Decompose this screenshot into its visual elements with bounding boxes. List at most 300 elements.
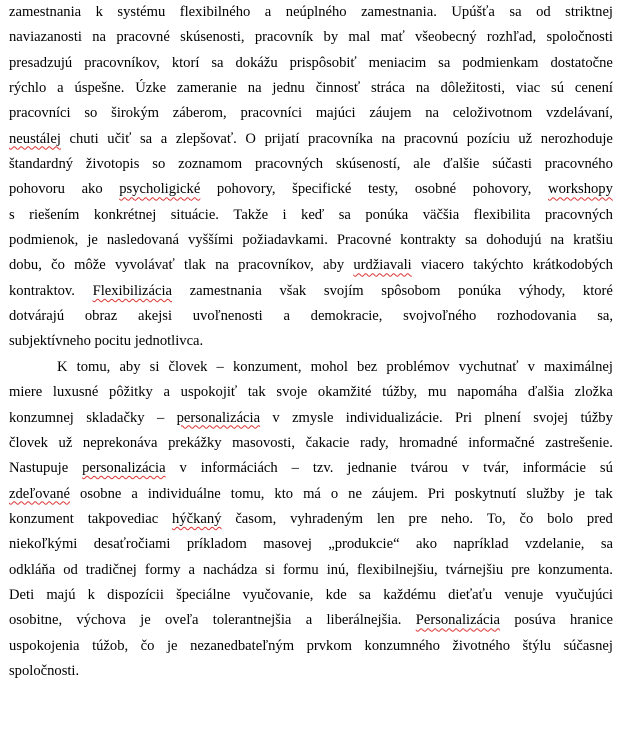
word: od xyxy=(63,561,78,578)
word: k xyxy=(95,4,103,20)
word: tomu, xyxy=(230,485,265,502)
word: Deti xyxy=(9,586,35,603)
word: každému xyxy=(383,586,436,603)
word: hranice xyxy=(569,612,613,629)
word: miere xyxy=(9,384,43,401)
word: činnosť xyxy=(315,80,361,97)
word: od xyxy=(536,4,551,20)
word: naviazanosti xyxy=(9,29,82,46)
word: súčasti xyxy=(492,156,532,173)
word: celoživotnom xyxy=(452,105,533,122)
word: pracovníkov, xyxy=(238,257,314,274)
word: prijatí xyxy=(264,130,300,147)
word: sa xyxy=(600,536,613,553)
word: dokážu xyxy=(235,54,278,71)
word: životného xyxy=(452,637,510,654)
word: – xyxy=(156,409,165,426)
word: Úzke xyxy=(135,80,167,97)
word: už xyxy=(518,130,533,147)
word: a xyxy=(283,308,290,325)
word: plnení xyxy=(484,409,521,426)
word: však xyxy=(279,282,307,299)
word: čo xyxy=(519,510,534,527)
text-line xyxy=(9,51,613,76)
text-line xyxy=(9,0,613,25)
word: zastrešenie. xyxy=(545,434,613,451)
word: neúplného xyxy=(285,4,347,20)
word: ktoré xyxy=(582,282,613,299)
word: pracovník xyxy=(254,29,314,46)
word: k xyxy=(87,586,95,603)
word: uvoľnenosti xyxy=(192,308,263,325)
word: spoločnosti. xyxy=(9,662,80,679)
word: problémov xyxy=(386,358,450,375)
word: je xyxy=(166,637,178,654)
word: hromadné xyxy=(399,434,458,451)
word: informácie xyxy=(522,460,586,477)
word: je xyxy=(87,232,98,249)
word: konzumnej xyxy=(9,409,74,426)
word: masovosti, xyxy=(232,434,296,451)
word: mohol xyxy=(310,358,348,375)
word: cenení xyxy=(574,80,613,97)
word: skúseností, xyxy=(335,156,401,173)
word: presadzujú xyxy=(9,54,73,71)
word: demokracie, xyxy=(310,308,383,325)
text-line xyxy=(9,152,613,177)
word: niekoľkými xyxy=(9,536,78,553)
word: tlak xyxy=(183,257,206,274)
text-line xyxy=(9,279,613,304)
word: meniacim xyxy=(368,54,427,71)
word: podmienok, xyxy=(9,232,79,249)
text-line xyxy=(9,177,613,202)
word: tvárou xyxy=(410,460,448,477)
word: človek xyxy=(9,434,48,451)
word: v xyxy=(179,460,187,477)
word: – xyxy=(216,358,224,375)
word: bez xyxy=(357,358,378,375)
word: spôsobom xyxy=(381,282,441,299)
word: je xyxy=(574,485,585,502)
word: Upúšťa xyxy=(451,4,495,20)
document-page xyxy=(9,0,613,684)
word: Pracovné xyxy=(336,232,392,249)
word: Takže xyxy=(233,206,269,223)
word: príkladom xyxy=(186,536,247,553)
word: sa xyxy=(139,130,153,147)
text-line xyxy=(9,583,613,608)
word: sa xyxy=(338,206,351,223)
word: svojvoľného xyxy=(403,308,477,325)
paragraph-1 xyxy=(9,0,613,355)
word: pohovory, xyxy=(216,181,276,198)
word: maximálnej xyxy=(544,358,613,375)
text-line xyxy=(9,101,613,126)
word: pohovoru xyxy=(9,181,65,198)
word: a xyxy=(160,130,168,147)
word: ale xyxy=(413,156,431,173)
word: osobitne, xyxy=(9,612,63,629)
word: rozhľad, xyxy=(486,29,537,46)
word: nerozhoduje xyxy=(540,130,613,147)
word: túžby, xyxy=(382,384,418,401)
word: pracovníci xyxy=(240,105,303,122)
word: Pri xyxy=(427,485,445,502)
word: tzv. xyxy=(312,460,334,477)
word: takýchto xyxy=(473,257,524,274)
word: rozhodovania xyxy=(497,308,577,325)
word: flexibilného xyxy=(179,4,251,20)
word: životopis xyxy=(85,156,140,173)
text-line xyxy=(9,25,613,50)
word: dieťaťu xyxy=(448,586,493,603)
word: rýchlo xyxy=(9,80,47,97)
word: poskytnutí xyxy=(454,485,517,502)
word: vyučovanie, xyxy=(242,586,314,603)
word: neustálej xyxy=(9,130,61,147)
word: na xyxy=(381,130,396,147)
word: dôležitosti, xyxy=(440,80,505,97)
word: kontrakty xyxy=(400,232,457,249)
word: vyhradeným xyxy=(290,510,364,527)
word: tvár, xyxy=(483,460,509,477)
word: pohovory, xyxy=(472,181,532,198)
word: i xyxy=(282,206,287,223)
word: urdžiavali xyxy=(353,257,412,274)
paragraph-2 xyxy=(9,355,613,684)
word: formu xyxy=(283,561,319,578)
word: liberálnejšia. xyxy=(326,612,402,629)
word: zamestnania xyxy=(9,4,82,20)
word: záujem. xyxy=(371,485,418,502)
word: dotvárajú xyxy=(9,308,65,325)
text-line xyxy=(9,507,613,532)
word: hýčkaný xyxy=(172,510,222,527)
word: psycholigické xyxy=(119,181,201,198)
word: sa xyxy=(509,4,522,20)
word: vyššími xyxy=(187,232,234,249)
word: okamžité xyxy=(317,384,372,401)
word: takpovediac xyxy=(87,510,159,527)
word: pracovných xyxy=(544,206,613,223)
word: „produkcie“ xyxy=(328,536,400,553)
text-line xyxy=(9,127,613,152)
word: riešením xyxy=(29,206,80,223)
word: pocitu xyxy=(94,333,132,350)
word: pre xyxy=(408,510,428,527)
word: pozíciu xyxy=(466,130,510,147)
text-line xyxy=(9,482,613,507)
word: dispozícii xyxy=(107,586,164,603)
word: si xyxy=(265,561,276,578)
word: informačné xyxy=(468,434,535,451)
word: špecifické xyxy=(292,181,352,198)
word: stráca xyxy=(370,80,405,97)
word: na xyxy=(415,80,430,97)
word: mať xyxy=(380,29,405,46)
word: sú xyxy=(551,80,565,97)
word: vyvolávať xyxy=(114,257,175,274)
word: požiadavkami. xyxy=(242,232,328,249)
text-line xyxy=(9,558,613,583)
word: oveľa xyxy=(165,612,199,629)
word: spoločnosti xyxy=(546,29,613,46)
word: učiť xyxy=(107,130,132,147)
word: obraz xyxy=(84,308,118,325)
word: dostatočne xyxy=(550,54,613,71)
word: zlepšovať. xyxy=(175,130,237,147)
word: posúva xyxy=(514,612,556,629)
word: prekážky xyxy=(168,434,222,451)
word: pracovnú xyxy=(403,130,459,147)
word: sa, xyxy=(597,308,613,325)
word: nezanedbateľným xyxy=(190,637,295,654)
word: záberom, xyxy=(172,105,227,122)
word: človek xyxy=(168,358,208,375)
word: workshopy xyxy=(548,181,613,198)
text-line xyxy=(9,203,613,228)
word: v xyxy=(461,460,470,477)
word: luxusné xyxy=(52,384,99,401)
word: tvárnejšiu xyxy=(445,561,504,578)
word: čakacie xyxy=(305,434,350,451)
word: skladačky xyxy=(86,409,145,426)
word: krátkodobých xyxy=(532,257,613,274)
word: vzdelávaní, xyxy=(546,105,613,122)
word: pracovné xyxy=(116,29,170,46)
word: svoje xyxy=(276,384,308,401)
word: Flexibilizácia xyxy=(92,282,173,299)
word: pôžitky xyxy=(109,384,153,401)
word: čo xyxy=(51,257,65,274)
word: má xyxy=(303,485,321,502)
word: dohodujú xyxy=(486,232,542,249)
word: a xyxy=(131,485,138,502)
word: služby xyxy=(526,485,565,502)
word: ďalšie xyxy=(443,156,480,173)
word: širokým xyxy=(111,105,159,122)
word: venuje xyxy=(504,586,544,603)
word: a xyxy=(305,612,313,629)
word: O xyxy=(245,130,256,147)
word: akejsi xyxy=(137,308,173,325)
word: výhody, xyxy=(518,282,566,299)
word: tomu, xyxy=(76,358,111,375)
text-line xyxy=(9,634,613,659)
word: Personalizácia xyxy=(415,612,501,629)
word: systému xyxy=(117,4,166,20)
word: konkrétnej xyxy=(93,206,157,223)
word: časom, xyxy=(235,510,277,527)
word: rady, xyxy=(359,434,389,451)
word: personalizácia xyxy=(176,409,261,426)
word: masovej xyxy=(263,536,312,553)
word: so xyxy=(152,156,166,173)
text-line xyxy=(9,659,613,684)
word: striktnej xyxy=(565,4,613,20)
word: chuti xyxy=(69,130,99,147)
word: mu xyxy=(427,384,447,401)
word: ďalšia xyxy=(527,384,565,401)
word: zoznamom xyxy=(178,156,243,173)
word: pre xyxy=(511,561,530,578)
word: už xyxy=(58,434,73,451)
word: personalizácia xyxy=(82,460,166,477)
text-line xyxy=(9,304,613,329)
word: prispôsobiť xyxy=(289,54,357,71)
text-line xyxy=(9,228,613,253)
word: záujem xyxy=(369,105,412,122)
word: majú xyxy=(46,586,76,603)
word: zamestnania. xyxy=(361,4,437,20)
word: tradičnej xyxy=(85,561,137,578)
word: na xyxy=(425,105,440,122)
word: informáciách xyxy=(200,460,278,477)
word: napomáha xyxy=(457,384,518,401)
word: súčasnej xyxy=(563,637,613,654)
word: aby xyxy=(119,358,141,375)
word: prvkom xyxy=(306,637,352,654)
text-line xyxy=(9,456,613,481)
word: na xyxy=(247,80,262,97)
word: dobu, xyxy=(9,257,42,274)
word: situácie. xyxy=(170,206,219,223)
word: sa xyxy=(438,54,451,71)
word: ponúka xyxy=(458,282,502,299)
word: inú, xyxy=(326,561,349,578)
word: tak xyxy=(594,485,613,502)
word: zložka xyxy=(574,384,613,401)
word: uspokojiť xyxy=(180,384,238,401)
word: na xyxy=(215,257,229,274)
word: bolo xyxy=(547,510,574,527)
word: pracovníkov, xyxy=(84,54,160,71)
text-line xyxy=(9,431,613,456)
word: kto xyxy=(274,485,294,502)
word: subjektívneho xyxy=(9,333,91,350)
word: so xyxy=(84,105,98,122)
word: jednotlivca. xyxy=(134,333,204,350)
word: túžob, xyxy=(92,637,129,654)
word: pracovníci xyxy=(9,105,71,122)
word: pracovníka xyxy=(308,130,373,147)
word: štandardný xyxy=(9,156,74,173)
word: aby xyxy=(323,257,345,274)
word: a xyxy=(57,80,64,97)
word: ako xyxy=(81,181,103,198)
word: ponúka xyxy=(365,206,409,223)
word: flexibilnejšiu, xyxy=(357,561,438,578)
word: si xyxy=(149,358,160,375)
word: viac xyxy=(515,80,541,97)
word: pred xyxy=(586,510,613,527)
word: väčšia xyxy=(422,206,460,223)
word: ako xyxy=(415,536,438,553)
text-line xyxy=(9,355,613,380)
word: sa xyxy=(211,54,224,71)
word: osobne xyxy=(80,485,122,502)
word: vychutnať xyxy=(458,358,519,375)
word: štýlu xyxy=(522,637,551,654)
text-line xyxy=(9,329,613,354)
word: tolerantnejšia xyxy=(212,612,292,629)
word: čo xyxy=(140,637,155,654)
word: nasledovaná xyxy=(106,232,179,249)
word: vyučujúci xyxy=(555,586,613,603)
word: zdeľované xyxy=(9,485,71,502)
word: pracovných xyxy=(255,156,324,173)
word: sú xyxy=(599,460,613,477)
text-line xyxy=(9,253,613,278)
word: ne xyxy=(348,485,362,502)
text-line xyxy=(9,608,613,633)
word: svojím xyxy=(323,282,364,299)
word: svojej xyxy=(533,409,569,426)
word: konzumenta. xyxy=(537,561,613,578)
text-line xyxy=(9,532,613,557)
word: individualizácie. xyxy=(345,409,443,426)
word: konzument xyxy=(9,510,74,527)
text-line xyxy=(9,380,613,405)
word: podmienkam xyxy=(462,54,539,71)
word: ktorí xyxy=(171,54,200,71)
word: v xyxy=(527,358,535,375)
word: Nastupuje xyxy=(9,460,69,477)
word: osobné xyxy=(414,181,457,198)
word: o xyxy=(330,485,339,502)
word: kde xyxy=(325,586,347,603)
word: by xyxy=(323,29,339,46)
word: v xyxy=(272,409,280,426)
word: neprekonáva xyxy=(82,434,158,451)
word: skúsenosti, xyxy=(180,29,245,46)
word: nachádza xyxy=(203,561,258,578)
word: desaťročiami xyxy=(93,536,171,553)
word: len xyxy=(376,510,395,527)
word: úspešne. xyxy=(74,80,125,97)
word: a xyxy=(264,4,272,20)
word: konzumného xyxy=(364,637,440,654)
word: individuálne xyxy=(147,485,221,502)
word: uspokojenia xyxy=(9,637,80,654)
word: kratšiu xyxy=(573,232,613,249)
word: výchova xyxy=(76,612,126,629)
word: zmysle xyxy=(292,409,334,426)
word: a xyxy=(163,384,170,401)
word: môže xyxy=(74,257,106,274)
word: mal xyxy=(348,29,371,46)
word: na xyxy=(92,29,107,46)
word: zamestnania xyxy=(189,282,262,299)
word: kontraktov. xyxy=(9,282,75,299)
word: odkláňa xyxy=(9,561,56,578)
word: formy xyxy=(144,561,181,578)
word: sa xyxy=(358,586,372,603)
word: túžby xyxy=(580,409,613,426)
word: To, xyxy=(486,510,506,527)
word: všeobecný xyxy=(414,29,477,46)
word: vzdelanie, xyxy=(524,536,585,553)
word: pracovného xyxy=(544,156,613,173)
word: K xyxy=(57,358,68,375)
word: majúci xyxy=(315,105,356,122)
text-line xyxy=(9,76,613,101)
word: testy, xyxy=(367,181,399,198)
word: špeciálne xyxy=(176,586,231,603)
word: konzument, xyxy=(232,358,302,375)
word: viacero xyxy=(420,257,464,274)
